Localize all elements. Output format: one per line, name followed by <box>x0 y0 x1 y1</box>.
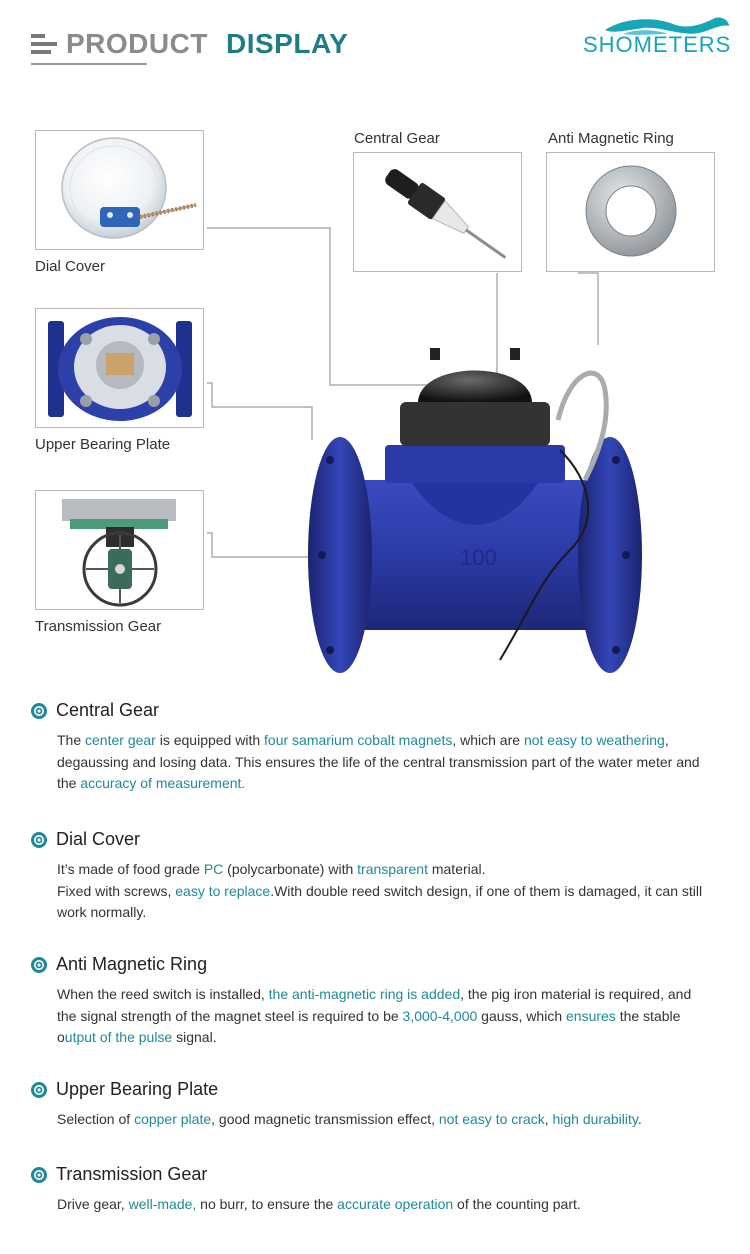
feature-title: Transmission Gear <box>56 1164 208 1184</box>
feature-description <box>57 859 707 924</box>
body-text: , good magnetic transmission effect, <box>211 1111 439 1127</box>
brand-logo-text: SHOMETERS <box>583 32 732 57</box>
feature-description <box>57 730 707 795</box>
anti-magnetic-ring-image <box>546 152 715 272</box>
feature-description <box>57 1109 707 1131</box>
highlight-text: the anti-magnetic ring is added <box>268 986 461 1002</box>
gear-icon <box>30 831 48 849</box>
body-text: . <box>637 1111 642 1127</box>
highlight-text: four samarium cobalt magnets <box>264 732 453 748</box>
body-text: (polycarbonate) with <box>223 861 358 877</box>
highlight-text: easy to replace <box>175 882 271 899</box>
feature-description <box>57 984 707 1049</box>
meter-size-marking: 100 <box>460 545 497 570</box>
highlight-text: center gear <box>85 732 156 748</box>
dial-cover-image <box>35 130 204 250</box>
body-text: no burr, to ensure the <box>196 1196 338 1212</box>
gear-icon <box>30 1166 48 1184</box>
label-dial-cover: Dial Cover <box>35 258 106 275</box>
highlight-text: 3,000-4,000 <box>402 1007 478 1024</box>
label-upper-bearing-plate: Upper Bearing Plate <box>35 436 171 453</box>
highlight-text: utput of the pulse <box>64 1029 173 1045</box>
body-text: It’s made of food grade <box>57 861 204 877</box>
body-text: The <box>57 732 86 748</box>
body-text: is equipped with <box>155 732 265 748</box>
highlight-text: PC <box>203 861 224 877</box>
body-text: Selection of <box>57 1111 135 1127</box>
body-text: the stable o <box>57 1007 681 1045</box>
water-meter-image <box>300 330 650 675</box>
body-text: , degaussing and losing data. This ensures the life of the central transmission part of the water meter and the <box>57 732 700 791</box>
highlight-text: well-made, <box>128 1196 197 1212</box>
highlight-text: not easy to crack <box>438 1111 545 1127</box>
feature-title: Anti Magnetic Ring <box>56 954 208 974</box>
body-text: signal. <box>172 1029 217 1045</box>
feature-description <box>57 1194 707 1216</box>
gear-icon <box>30 956 48 974</box>
body-text: Fixed with screws, <box>57 882 176 899</box>
highlight-text: copper plate <box>134 1111 212 1127</box>
label-transmission-gear: Transmission Gear <box>35 618 162 635</box>
transmission-gear-image <box>35 490 204 610</box>
highlight-text: ensures <box>566 1007 616 1024</box>
feature-title: Upper Bearing Plate <box>56 1079 219 1099</box>
label-central-gear: Central Gear <box>354 130 440 147</box>
header-menu-icon <box>31 34 57 58</box>
highlight-text: not easy to weathering <box>523 732 665 748</box>
central-gear-image <box>353 152 522 272</box>
feature-title: Central Gear <box>56 700 160 720</box>
highlight-text: accuracy of measurement. <box>80 775 246 791</box>
gear-icon <box>30 702 48 720</box>
highlight-text: transparent <box>357 861 428 877</box>
body-text: .With double reed switch design, if one of them is damaged, it can still work normally. <box>57 882 703 920</box>
body-text: When the reed switch is installed, <box>57 986 269 1002</box>
body-text: , the pig iron material is required, and the signal strength of the magnet steel is required to be <box>57 986 692 1024</box>
feature-title: Dial Cover <box>56 829 141 849</box>
body-text: Drive gear, <box>57 1196 129 1212</box>
gear-icon <box>30 1081 48 1099</box>
label-anti-magnetic-ring: Anti Magnetic Ring <box>548 130 674 147</box>
header-title-product: PRODUCT <box>66 28 208 59</box>
body-text: gauss, which <box>477 1007 566 1024</box>
header-title-display: DISPLAY <box>226 28 349 59</box>
highlight-text: high durability <box>552 1111 638 1127</box>
highlight-text: accurate operation <box>337 1196 454 1212</box>
body-text: of the counting part. <box>453 1196 581 1212</box>
body-text: , <box>544 1111 553 1127</box>
body-text: material. <box>427 861 486 877</box>
body-text: , which are <box>452 732 524 748</box>
header-underline <box>31 63 147 65</box>
upper-bearing-plate-image <box>35 308 204 428</box>
